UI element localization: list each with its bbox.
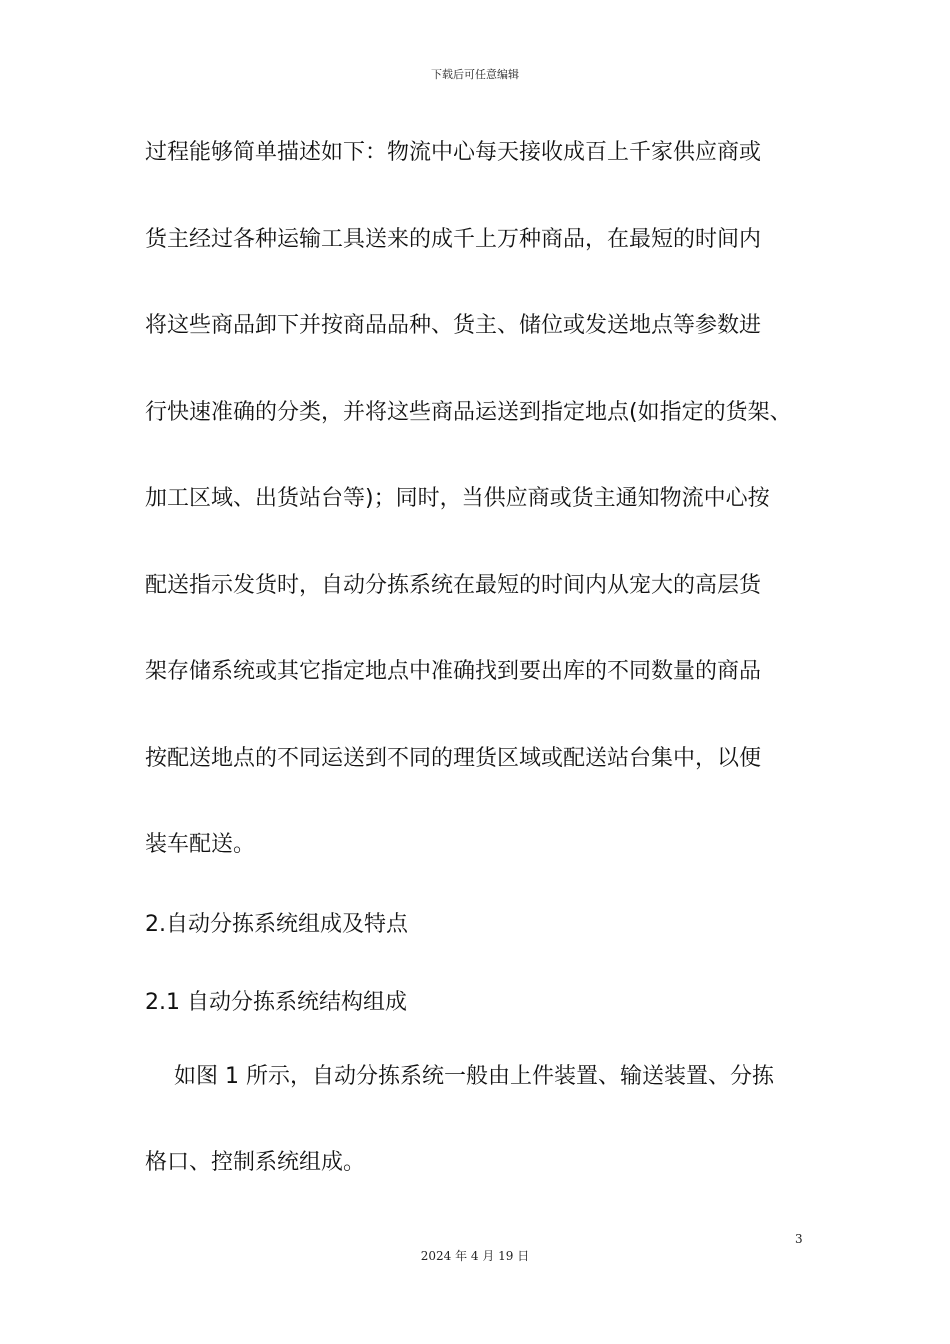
text-line: 装车配送。 — [145, 832, 256, 857]
text-line: 加工区域、出货站台等)；同时，当供应商或货主通知物流中心按 — [145, 486, 770, 511]
subsection-heading: 2.1 自动分拣系统结构组成 — [145, 990, 407, 1015]
text-line: 按配送地点的不同运送到不同的理货区域或配送站台集中，以便 — [145, 746, 762, 771]
text-line: 架存储系统或其它指定地点中准确找到要出库的不同数量的商品 — [145, 659, 762, 684]
page-header: 下载后可任意编辑 — [431, 68, 519, 81]
text-line: 配送指示发货时，自动分拣系统在最短的时间内从宠大的高层货 — [145, 573, 762, 598]
text-line: 过程能够简单描述如下：物流中心每天接收成百上千家供应商或 — [145, 140, 762, 165]
text-line: 货主经过各种运输工具送来的成千上万种商品，在最短的时间内 — [145, 227, 762, 252]
section-heading: 2.自动分拣系统组成及特点 — [145, 912, 408, 937]
text-line: 如图 1 所示，自动分拣系统一般由上件装置、输送装置、分拣 — [174, 1064, 774, 1089]
text-line: 将这些商品卸下并按商品品种、货主、储位或发送地点等参数进 — [145, 313, 762, 338]
page-number: 3 — [795, 1232, 803, 1246]
text-line: 行快速准确的分类，并将这些商品运送到指定地点(如指定的货架、 — [145, 400, 792, 425]
text-line: 格口、控制系统组成。 — [145, 1150, 366, 1175]
footer-date: 2024 年 4 月 19 日 — [420, 1249, 530, 1263]
